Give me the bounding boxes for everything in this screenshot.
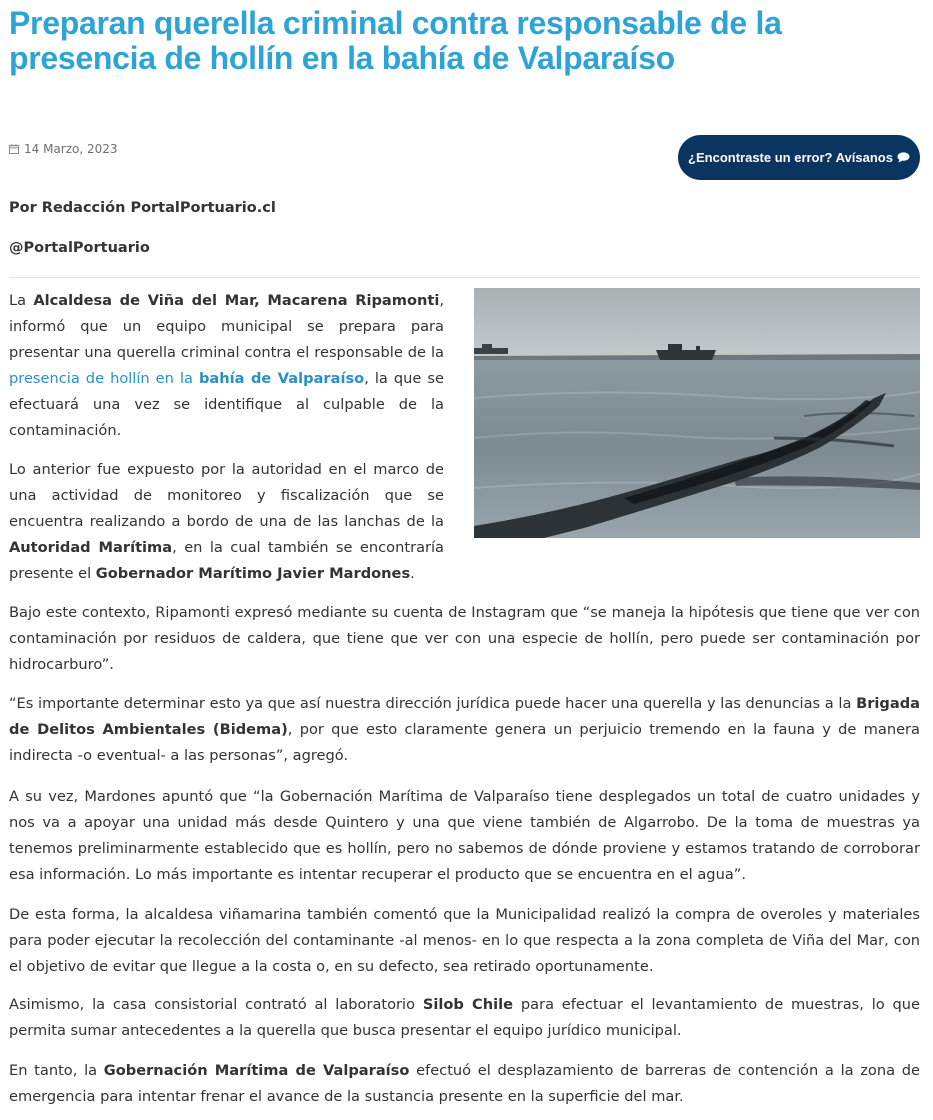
paragraph-4: “Es importante determinar esto ya que así nuestra dirección jurídica puede hacer una querella y las denuncias a la Brigada de Delitos Ambientales (Bidema), por que esto claramente genera un perjuicio tremendo en la fauna y de manera indirecta -o eventual- a las personas”, agregó. (9, 695, 920, 764)
paragraph-3: Bajo este contexto, Ripamonti expresó mediante su cuenta de Instagram que “se maneja la hipótesis que tiene que ver con contaminación por residuos de caldera, que tiene que ver con una especie de hollín, pero puede ser contaminación por hidrocarburo”. (9, 604, 920, 673)
paragraph-1: La Alcaldesa de Viña del Mar, Macarena Ripamonti, informó que un equipo municipal se prepara para presentar una querella criminal contra el responsable de la presencia de hollín en la bahía de Valparaíso, la que se efectuará una vez se identifique al culpable de la contaminación. (9, 292, 445, 439)
soot-bay-link[interactable]: presencia de hollín en la bahía de Valparaíso (9, 370, 365, 387)
paragraph-8: En tanto, la Gobernación Marítima de Valparaíso efectuó el desplazamiento de barreras de contención a la zona de emergencia para intentar frenar el avance de la sustancia presente en la superficie del mar. (9, 1062, 920, 1105)
paragraph-7: Asimismo, la casa consistorial contrató al laboratorio Silob Chile para efectuar el levantamiento de muestras, lo que permita sumar antecedentes a la querella que busca presentar el equipo jurídico municipal. (9, 996, 920, 1039)
comment-icon (897, 152, 910, 163)
paragraph-2: Lo anterior fue expuesto por la autoridad en el marco de una actividad de monitoreo y fiscalización que se encuentra realizando a bordo de una de las lanchas de la Autoridad Marítima, en la cual también se encontraría presente el Gobernador Marítimo Javier Mardones. (9, 461, 445, 582)
paragraph-5: A su vez, Mardones apuntó que “la Gobernación Marítima de Valparaíso tiene desplegados un total de cuatro unidades y nos va a apoyar una unidad más desde Quintero y una que viene también de Algarrobo. De la toma de muestras ya tenemos preliminarmente establecido que es hollín, pero no sabemos de dónde proviene y estamos tratando de corroborar esa información. Lo más importante es intentar recuperar el producto que se encuentra en el agua”. (9, 788, 920, 883)
article-title: Preparan querella criminal contra responsable de la presencia de hollín en la bahía de Valparaíso (9, 5, 782, 76)
article-date (9, 142, 118, 156)
author-byline: Por Redacción PortalPortuario.cl (9, 200, 276, 216)
report-error-label: ¿Encontraste un error? Avísanos (688, 150, 893, 165)
author-handle: @PortalPortuario (9, 240, 150, 256)
report-error-button[interactable] (678, 135, 920, 180)
calendar-icon (9, 144, 19, 154)
date-text: 14 Marzo, 2023 (24, 142, 118, 156)
paragraph-6: De esta forma, la alcaldesa viñamarina también comentó que la Municipalidad realizó la compra de overoles y materiales para poder ejecutar la recolección del contaminante -al menos- en lo que respecta a la zona completa de Viña del Mar, con el objetivo de evitar que llegue a la costa o, en su defecto, sea retirado oportunamente. (9, 906, 920, 975)
divider (9, 277, 920, 278)
soot-bay-photo (474, 288, 920, 538)
